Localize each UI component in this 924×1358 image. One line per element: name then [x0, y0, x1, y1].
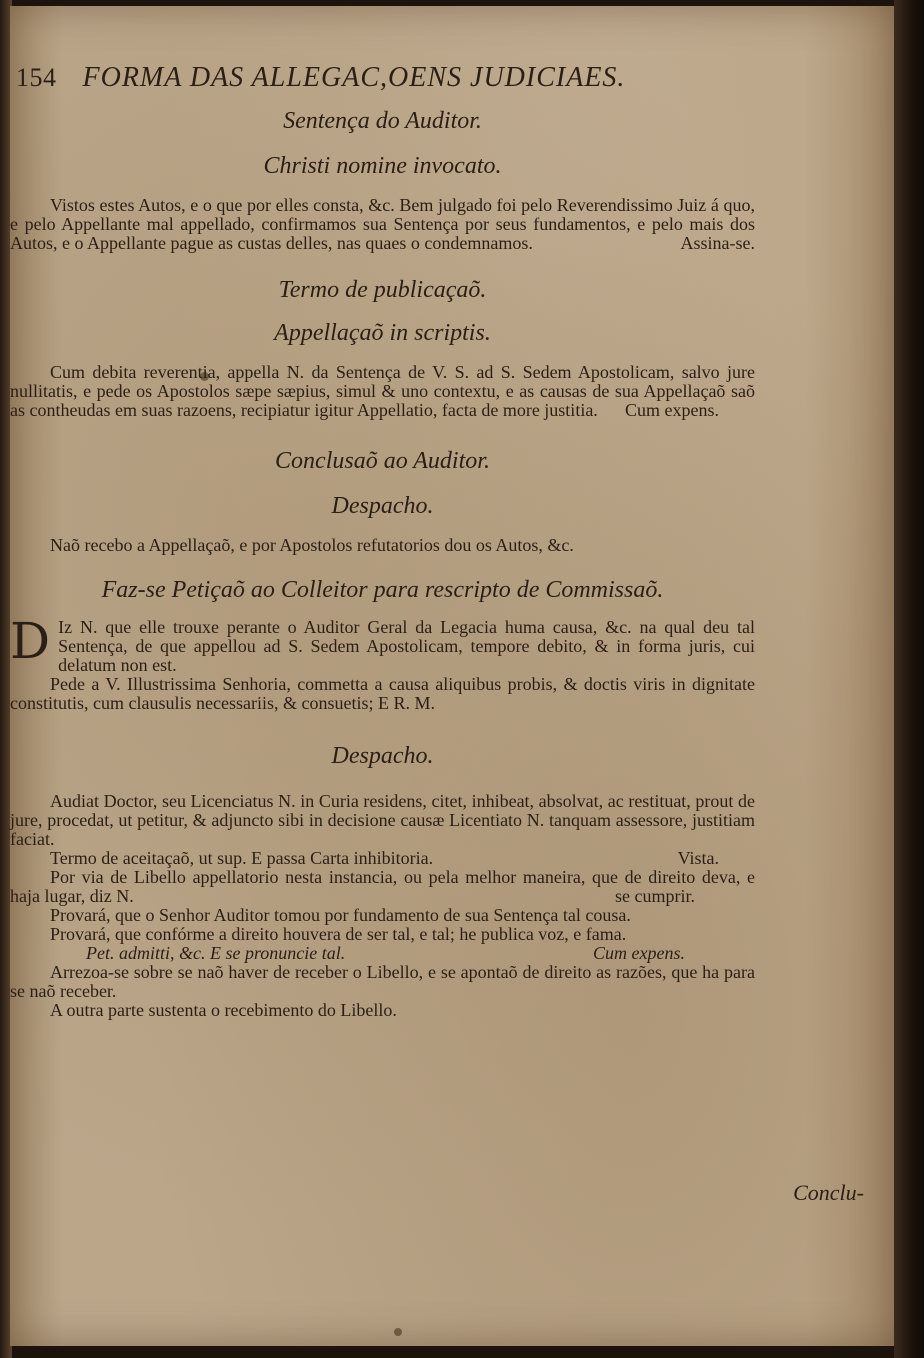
- paragraph: Provará, que confórme a direito houvera de ser tal, e tal; he publica voz, e fama.: [50, 924, 627, 944]
- section-subheading: Despacho.: [331, 493, 434, 519]
- paragraph: Iz N. que elle trouxe perante o Auditor Geral da Legacia huma causa, &c. na qual deu tal Sentença, de que appellou ad S. Sedem Apostolicam, tempore debito, & in forma juris, cui delatum non est.: [58, 617, 755, 675]
- paragraph: Vistos estes Autos, e o que por elles consta, &c. Bem julgado foi pelo Reverendissimo Juiz á quo, e pelo Appellante mal appellado, confirmamos sua Sentença por seus fundamentos, e pelo mais dos Autos, e o Appellante pague as custas delles, nas quaes o condemnamos.: [10, 195, 755, 253]
- paragraph: Cum debita reverentia, appella N. da Sentença de V. S. ad S. Sedem Apostolicam, salvo jure nullitatis, e pede os Apostolos sæpe sæpius, simul & uno contextu, e as causas de sua Appellaçaõ saõ as contheudas em suas razoens, recipiatur igitur Appellatio, facta de more justitia.: [10, 362, 755, 420]
- section-heading: Sentença do Auditor.: [283, 108, 482, 134]
- paragraph: A outra parte sustenta o recebimento do Libello.: [50, 1000, 397, 1020]
- drop-cap: D: [10, 612, 51, 670]
- paragraph: Por via de Libello appellatorio nesta instancia, ou pela melhor maneira, que de direito deva, e haja lugar, diz N.: [10, 867, 755, 906]
- body-text: [10, 108, 755, 1020]
- page-edge-shadow: [894, 0, 924, 1358]
- paragraph: Pede a V. Illustrissima Senhoria, commetta a causa aliquibus probis, & doctis viris in dignitate constitutis, cum clausulis necessariis, & consuetis; E R. M.: [10, 674, 755, 713]
- paragraph-right: Vista.: [677, 848, 719, 868]
- closing-formula: Cum expens.: [625, 400, 719, 420]
- section-heading: Despacho.: [331, 743, 434, 769]
- running-title: FORMA DAS ALLEGAC,OENS JUDICIAES.: [82, 62, 626, 93]
- paragraph: Provará, que o Senhor Auditor tomou por fundamento de sua Sentença tal cousa.: [50, 905, 631, 925]
- paragraph: Naõ recebo a Appellaçaõ, e por Apostolos refutatorios dou os Autos, &c.: [50, 535, 574, 555]
- section-subheading: Christi nomine invocato.: [263, 153, 502, 179]
- paragraph: [10, 849, 755, 868]
- petition-text: [10, 612, 755, 675]
- closing-formula: Assina-se.: [680, 233, 755, 253]
- section-subheading: Appellaçaõ in scriptis.: [274, 320, 491, 346]
- page-number: 154: [16, 63, 57, 92]
- paragraph-left: Pet. admitti, &c. E se pronuncie tal.: [86, 943, 346, 963]
- page-content: [10, 62, 880, 1020]
- paragraph: Audiat Doctor, seu Licenciatus N. in Curia residens, citet, inhibeat, absolvat, ac restituat, prout de jure, procedat, ut petitur, & adjuncto sibi in decisione causæ Licentiato N. tanquam assessore, justitiam faciat.: [10, 791, 755, 849]
- running-head: [16, 62, 880, 94]
- catchword: Conclu-: [793, 1180, 864, 1205]
- foxing-spot: [394, 1328, 402, 1336]
- paragraph-right: Cum expens.: [593, 943, 685, 963]
- paragraph: [10, 944, 755, 963]
- section-heading: Termo de publicaçaõ.: [278, 277, 487, 303]
- section-heading: Faz-se Petiçaõ ao Colleitor para rescripto de Commissaõ.: [101, 577, 664, 603]
- book-page: [10, 6, 894, 1346]
- paragraph-right: se cumprir.: [615, 886, 695, 906]
- section-heading: Conclusaõ ao Auditor.: [275, 448, 490, 474]
- paragraph: Arrezoa-se sobre se naõ haver de receber o Libello, e se apontaõ de direito as razões, que ha para se naõ receber.: [10, 962, 755, 1001]
- paragraph-left: Termo de aceitaçaõ, ut sup. E passa Carta inhibitoria.: [50, 848, 434, 868]
